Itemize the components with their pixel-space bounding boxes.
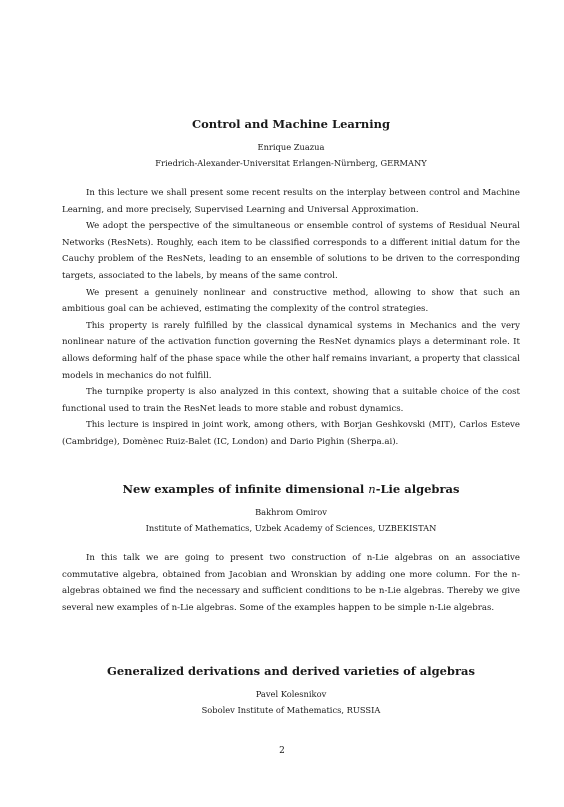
abstract-author: Enrique Zuazua	[257, 142, 325, 152]
abstract-paragraph: This property is rarely fulfilled by the classical dynamical systems in Mechanics and the very nonlinear nature of the activation function governing the ResNet dynamics plays a determinant role. It allows deforming half of the phase space while the other half remains invariant, a property that classical models in mechanics do not fulfill.	[62, 320, 520, 381]
page-number: 2	[279, 746, 285, 756]
abstract-title-math: n	[368, 482, 376, 496]
abstract-body	[62, 550, 520, 616]
abstract-affiliation: Friedrich-Alexander-Universitat Erlangen-Nürnberg, GERMANY	[155, 158, 427, 168]
abstract-title-prefix: New examples of infinite dimensional	[122, 482, 369, 496]
abstract-title: Generalized derivations and derived varieties of algebras	[107, 664, 475, 678]
abstract-generalized-derivations	[62, 664, 520, 716]
abstract-paragraph: This lecture is inspired in joint work, among others, with Borjan Geshkovski (MIT), Carlos Esteve (Cambridge), Domènec Ruiz-Balet (IC, London) and Dario Pighin (Sherpa.ai).	[62, 420, 520, 447]
abstract-author: Pavel Kolesnikov	[255, 689, 327, 699]
abstract-author: Bakhrom Omirov	[255, 507, 327, 517]
abstract-paragraph: We present a genuinely nonlinear and constructive method, allowing to show that such an ambitious goal can be achieved, estimating the complexity of the control strategies.	[62, 287, 520, 315]
abstract-title: Control and Machine Learning	[191, 117, 391, 131]
abstract-title	[62, 482, 520, 496]
abstract-affiliation: Institute of Mathematics, Uzbek Academy of Sciences, UZBEKISTAN	[145, 523, 437, 533]
abstract-affiliation: Sobolev Institute of Mathematics, RUSSIA	[201, 705, 381, 715]
abstract-control-machine-learning	[62, 117, 520, 451]
abstract-paragraph: We adopt the perspective of the simultaneous or ensemble control of systems of Residual Neural Networks (ResNets). Roughly, each item to be classified corresponds to a different initial datum for the Cauchy problem of the ResNets, leading to an ensemble of solutions to be driven to the corresponding targets, associated to the labels, by means of the same control.	[62, 221, 520, 281]
abstract-title-suffix: -Lie algebras	[375, 482, 460, 496]
abstract-paragraph: The turnpike property is also analyzed in this context, showing that a suitable choice of the cost functional used to train the ResNet leads to more stable and robust dynamics.	[62, 387, 520, 414]
abstract-paragraph: In this lecture we shall present some recent results on the interplay between control and Machine Learning, and more precisely, Supervised Learning and Universal Approximation.	[62, 188, 520, 215]
abstract-body	[62, 185, 520, 451]
abstract-paragraph: In this talk we are going to present two construction of n-Lie algebras on an associative commutative algebra, obtained from Jacobian and Wronskian by adding one more column. For the n-algebras obtained we find the necessary and sufficient conditions to be n-Lie algebras. Thereby we give several new examples of n-Lie algebras. Some of the examples happen to be simple n-Lie algebras.	[62, 553, 520, 613]
abstract-n-lie-algebras	[62, 482, 520, 616]
